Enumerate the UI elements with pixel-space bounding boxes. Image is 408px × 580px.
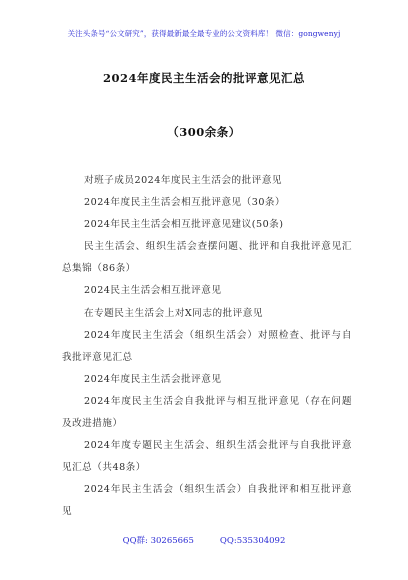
footer-qq-group: QQ群: 30265665 xyxy=(122,536,194,546)
list-item: 2024年度民主生活会（组织生活会）对照检查、批评与自我批评意见汇总 xyxy=(62,329,352,363)
list-item: 2024年度民主生活会批评意见 xyxy=(84,373,222,385)
header-note: 关注头条号“公文研究”，获得最新最全最专业的公文资料库！ 微信：gongwenyj xyxy=(67,29,341,38)
list-item: 民主生活会、组织生活会查摆问题、批评和自我批评意见汇总集锦（86条） xyxy=(62,241,352,275)
list-item: 2024年民主生活会（组织生活会）自我批评和相互批评意见 xyxy=(62,484,352,518)
list-item: 2024年度专题民主生活会、组织生活会批评与自我批评意见汇总（共48条） xyxy=(62,440,352,474)
footer xyxy=(0,534,408,546)
list-item: 2024民主生活会相互批评意见 xyxy=(84,285,222,297)
document-subtitle: （300余条） xyxy=(167,125,241,139)
list-item: 对班子成员2024年度民主生活会的批评意见 xyxy=(84,175,283,186)
item-list xyxy=(62,170,352,524)
list-item: 2024年民主生活会相互批评意见建议(50条) xyxy=(84,219,284,231)
document-title: 2024年度民主生活会的批评意见汇总 xyxy=(102,71,305,85)
list-item: 2024年度民主生活会自我批评与相互批评意见（存在问题及改进措施） xyxy=(62,395,352,430)
list-item: 2024年度民主生活会相互批评意见（30条） xyxy=(84,197,286,209)
footer-qq-contact: QQ:535304092 xyxy=(219,536,286,546)
list-item: 在专题民主生活会上对X同志的批评意见 xyxy=(84,307,263,319)
